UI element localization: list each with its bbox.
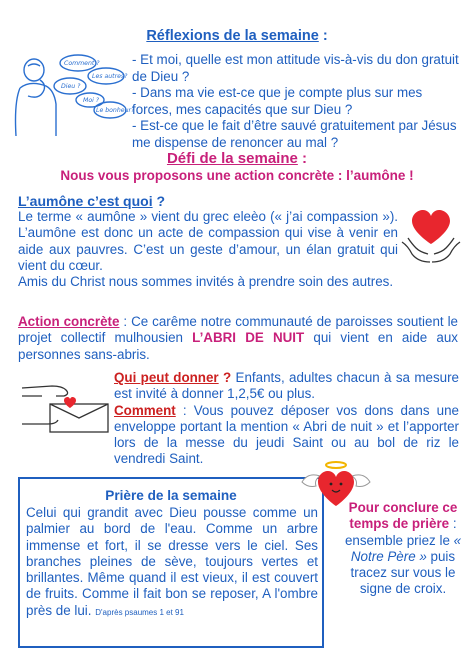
reflexions-list	[132, 52, 462, 151]
thinking-person-icon	[6, 48, 135, 140]
defi-subtitle: Nous vous proposons une action concrète : l’aumône !	[60, 168, 414, 183]
reflexions-title: Réflexions de la semaine :	[146, 28, 328, 44]
aumone-paragraph-2: Amis du Christ nous sommes invités à prendre soin des autres.	[18, 274, 394, 290]
donner-section: Qui peut donner ? Enfants, adultes chacun à sa mesure est invité à donner 1,2,5€ ou plus. Comment : Vous pouvez déposer vos dons dans une enveloppe portant la mention « Abri de nuit » et l’apporter lors de la messe du jeudi Saint ou au bol de riz le vendredi Saint.	[114, 370, 459, 467]
qui-peut-donner-label: Qui peut donner	[114, 370, 219, 385]
defi-title: Défi de la semaine :	[166, 150, 308, 167]
reflexion-item: - Dans ma vie est-ce que je compte plus sur mes forces, mes capacités que sur Dieu ?	[132, 85, 423, 117]
aumone-text	[18, 209, 398, 290]
svg-text:Moi ?: Moi ?	[83, 97, 100, 104]
heart-in-hands-icon	[400, 208, 462, 266]
aumone-title: L’aumône c’est quoi ?	[18, 193, 166, 209]
aumone-paragraph-1: Le terme « aumône » vient du grec eleèo (« j’ai compassion »). L’aumône est donc un acte de compassion qui vise à venir en aide aux pauvres. C’est un geste d’amour, un élan gratuit qui vient du cœur.	[18, 209, 398, 273]
svg-text:Le bonheur?: Le bonheur?	[96, 107, 135, 114]
svg-text:Les autres?: Les autres?	[92, 73, 128, 80]
abri-de-nuit: L’ABRI DE NUIT	[192, 330, 305, 346]
svg-text:Dieu ?: Dieu ?	[61, 83, 81, 90]
priere-source: D'après psaumes 1 et 91	[95, 607, 184, 617]
priere-text: Celui qui grandit avec Dieu pousse comme un palmier au bord de l'eau. Comme un arbre immense et fort, il se dresse vers le ciel. Ses branches pleines de sève, toujours vertes et brillantes. Même quand il est vieux, il est couvert de fruits. Comme il fait bon se reposer, A l'ombre près de lui. D'après psaumes 1 et 91	[26, 505, 318, 618]
svg-text:Comment ?: Comment ?	[64, 60, 100, 67]
comment-label: Comment	[114, 402, 176, 418]
hand-giving-envelope-icon	[20, 378, 112, 436]
reflexion-item: - Est-ce que le fait d’être sauvé gratuitement par Jésus me dispense de renoncer au mal ?	[132, 118, 457, 150]
action-concrete: Action concrète : Ce carême notre communauté de paroisses soutient le projet collectif mulhousien L’ABRI DE NUIT qui vient en aide aux personnes sans-abris.	[18, 314, 459, 362]
priere-title: Prière de la semaine	[105, 488, 237, 503]
action-label: Action concrète	[18, 314, 120, 329]
conclusion-text: Pour conclure ce temps de prière : ensemble priez le « Notre Père » puis tracez sur vous le signe de croix.	[344, 500, 462, 597]
reflexion-item: - Et moi, quelle est mon attitude vis-à-vis du don gratuit de Dieu ?	[132, 52, 459, 84]
